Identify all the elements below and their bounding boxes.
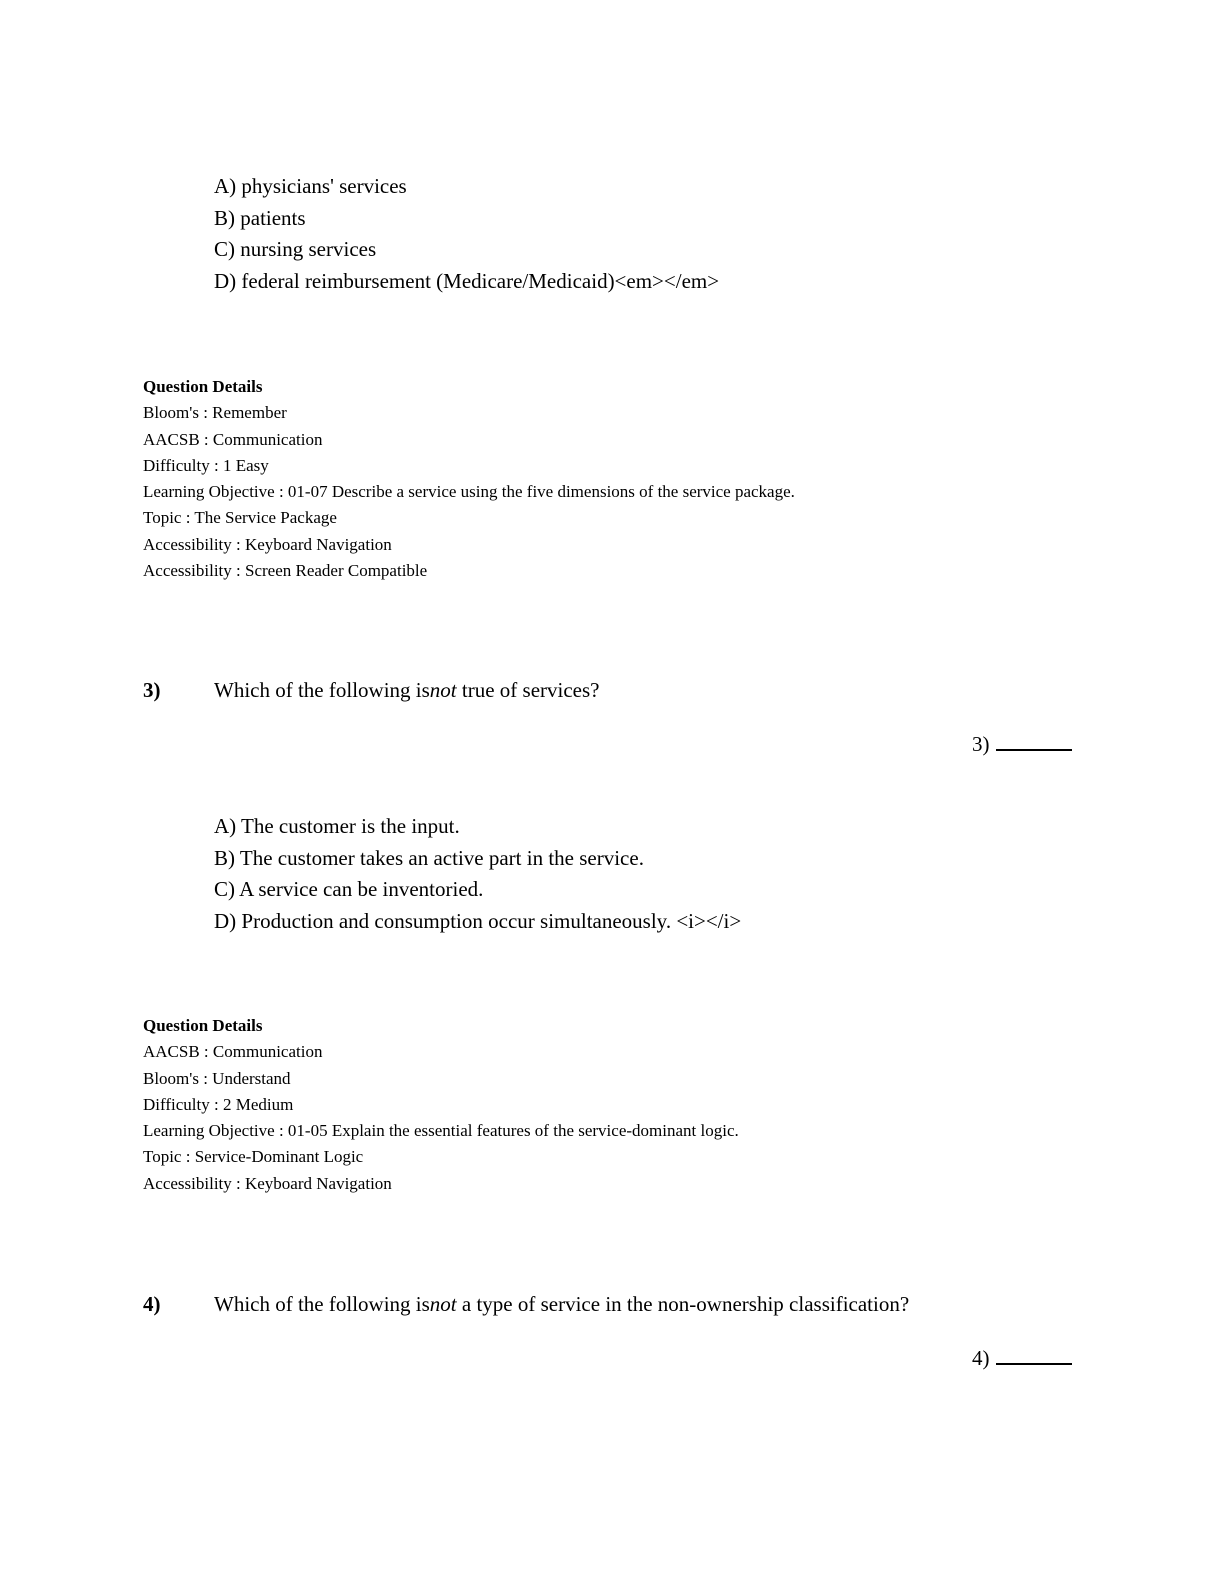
detail-line: Difficulty : 2 Medium — [143, 1094, 294, 1114]
detail-line: AACSB : Communication — [143, 1042, 323, 1062]
question-3-answer-slot — [972, 731, 1072, 757]
option-a: A) The customer is the input. — [214, 814, 460, 838]
answer-label: 3) — [972, 732, 990, 756]
question-3-options — [214, 811, 741, 937]
prev-question-options — [214, 171, 719, 297]
question-4-text-after: a type of service in the non-ownership classification? — [456, 1292, 910, 1316]
question-4-number: 4) — [143, 1292, 161, 1316]
question-3-text-after: true of services? — [456, 678, 600, 702]
question-3-text-emphasis: not — [429, 678, 457, 702]
detail-line: AACSB : Communication — [143, 429, 323, 449]
question-3-text-before: Which of the following is — [214, 678, 430, 702]
option-c: C) A service can be inventoried. — [214, 877, 484, 901]
detail-line: Topic : Service-Dominant Logic — [143, 1147, 364, 1167]
detail-line: Learning Objective : 01-05 Explain the essential features of the service-dominant logic. — [143, 1121, 739, 1141]
detail-line: Bloom's : Understand — [143, 1068, 291, 1088]
details-title: Question Details — [143, 377, 263, 396]
answer-blank[interactable] — [996, 731, 1072, 751]
option-d: D) federal reimbursement (Medicare/Medicaid)<em></em> — [214, 268, 720, 293]
option-c: C) nursing services — [214, 237, 377, 261]
question-4-text — [214, 1292, 909, 1317]
details-title: Question Details — [143, 1016, 263, 1035]
detail-line: Accessibility : Keyboard Navigation — [143, 1173, 392, 1193]
question-3-details — [143, 1013, 739, 1197]
option-d: D) Production and consumption occur simultaneously. <i></i> — [214, 908, 742, 933]
detail-line: Accessibility : Keyboard Navigation — [143, 534, 392, 554]
option-b: B) patients — [214, 205, 306, 230]
question-4-answer-slot — [972, 1345, 1072, 1371]
detail-line: Difficulty : 1 Easy — [143, 455, 269, 475]
prev-question-details — [143, 374, 795, 584]
question-3-number: 3) — [143, 678, 161, 702]
question-4-text-before: Which of the following is — [214, 1292, 430, 1316]
question-4-text-emphasis: not — [429, 1292, 457, 1316]
detail-line: Learning Objective : 01-07 Describe a service using the five dimensions of the service package. — [143, 482, 795, 502]
detail-line: Topic : The Service Package — [143, 508, 337, 528]
detail-line: Bloom's : Remember — [143, 403, 287, 423]
detail-line: Accessibility : Screen Reader Compatible — [143, 561, 428, 581]
question-3-text — [214, 678, 600, 703]
option-a: A) physicians' services — [214, 174, 407, 198]
answer-label: 4) — [972, 1346, 990, 1370]
option-b: B) The customer takes an active part in the service. — [214, 845, 644, 870]
answer-blank[interactable] — [996, 1345, 1072, 1365]
